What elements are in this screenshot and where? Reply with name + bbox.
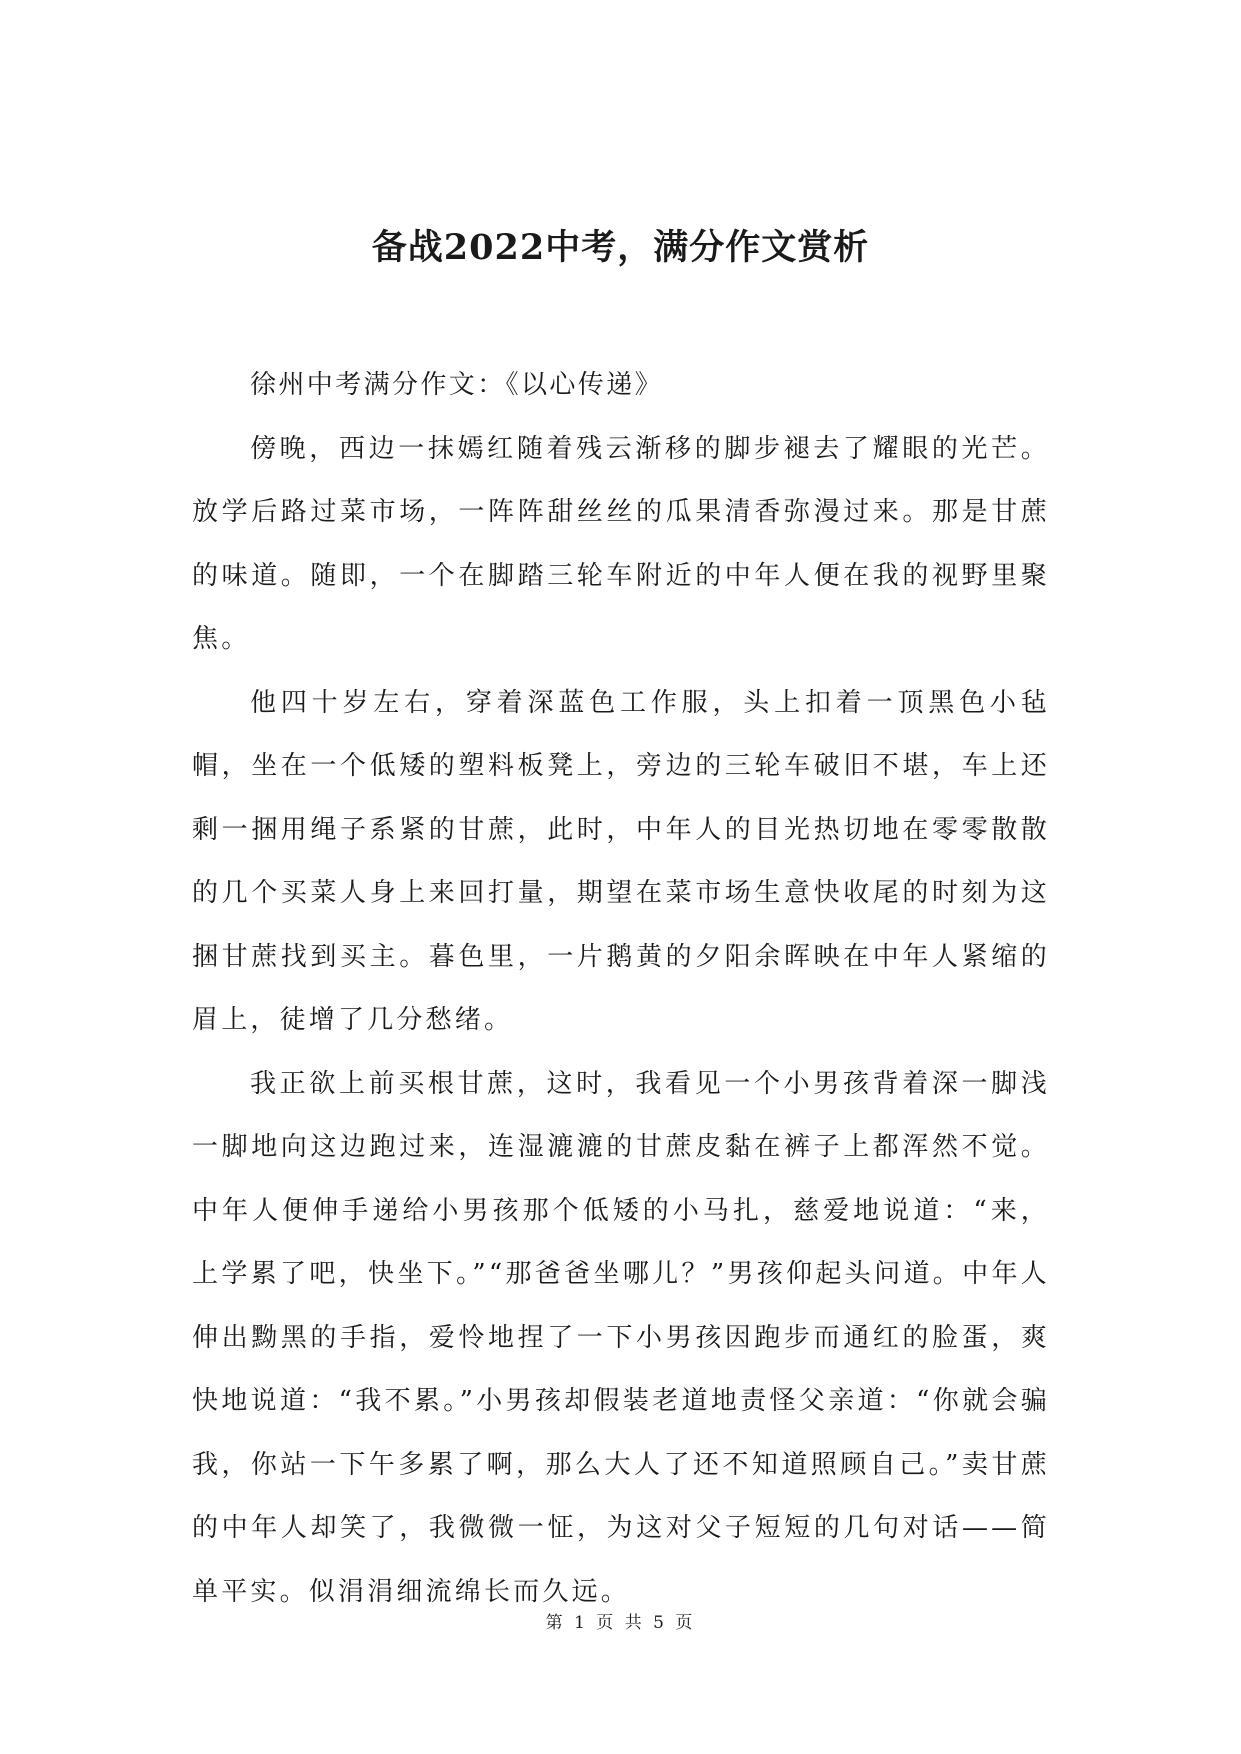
document-body [192,354,1050,1624]
body-paragraph: 他四十岁左右，穿着深蓝色工作服，头上扣着一顶黑色小毡帽，坐在一个低矮的塑料板凳上，旁边的三轮车破旧不堪，车上还剩一捆用绳子系紧的甘蔗，此时，中年人的目光热切地在零零散散的几个买菜人身上来回打量，期望在菜市场生意快收尾的时刻为这捆甘蔗找到买主。暮色里，一片鹅黄的夕阳余晖映在中年人紧缩的眉上，徒增了几分愁绪。 [192,687,1050,1035]
body-paragraph: 傍晚，西边一抹嫣红随着残云渐移的脚步褪去了耀眼的光芒。放学后路过菜市场，一阵阵甜丝丝的瓜果清香弥漫过来。那是甘蔗的味道。随即，一个在脚踏三轮车附近的中年人便在我的视野里聚焦。 [192,433,1050,654]
page-number-footer: 第 1 页 共 5 页 [545,1613,696,1633]
essay-subtitle: 徐州中考满分作文：《以心传递》 [250,370,664,400]
document-title: 备战2022中考，满分作文赏析 [371,227,870,268]
body-paragraph: 我正欲上前买根甘蔗，这时，我看见一个小男孩背着深一脚浅一脚地向这边跑过来，连湿漉漉的甘蔗皮黏在裤子上都浑然不觉。中年人便伸手递给小男孩那个低矮的小马扎，慈爱地说道：“来，上学累了吧，快坐下。”“那爸爸坐哪儿？”男孩仰起头问道。中年人伸出黝黑的手指，爱怜地捏了一下小男孩因跑步而通红的脸蛋，爽快地说道：“我不累。”小男孩却假装老道地责怪父亲道：“你就会骗我，你站一下午多累了啊，那么大人了还不知道照顾自己。”卖甘蔗的中年人却笑了，我微微一怔，为这对父子短短的几句对话——简单平实。似涓涓细流绵长而久远。 [192,1068,1050,1607]
